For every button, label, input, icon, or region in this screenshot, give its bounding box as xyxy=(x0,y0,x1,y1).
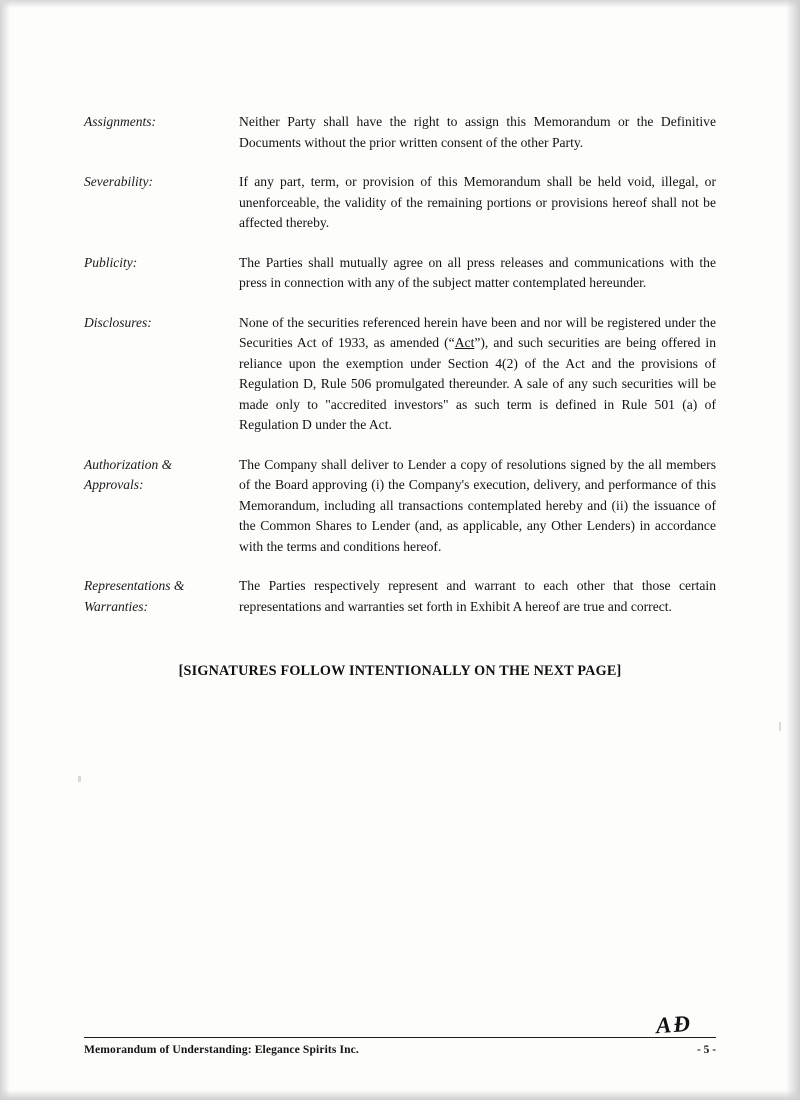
clause-term-label xyxy=(84,455,239,558)
footer-divider xyxy=(84,1037,716,1038)
signatures-follow-note: [SIGNATURES FOLLOW INTENTIONALLY ON THE NEXT PAGE] xyxy=(178,663,622,679)
clause-publicity xyxy=(84,253,716,294)
clause-text: The Parties shall mutually agree on all press releases and communications with the press in connection with any of the subject matter contemplated hereunder. xyxy=(239,254,716,290)
clause-authorization-approvals xyxy=(84,455,716,558)
page-edge-shadow-left xyxy=(0,0,10,1100)
clause-term-line1: Representations & xyxy=(84,578,185,593)
clause-term-label: Assignments: xyxy=(84,114,156,129)
clause-text: The Company shall deliver to Lender a copy of resolutions signed by the all members of the Board approving (i) the Company's execution, delivery, and performance of this Memorandum, including all transactions contemplated hereby and (ii) the issuance of the Common Shares to Lender (and, as applicable, any Other Lenders) in accordance with the terms and conditions hereof. xyxy=(239,456,716,554)
page-footer xyxy=(84,1037,716,1056)
clause-term-line1: Authorization & xyxy=(84,456,173,472)
page-edge-shadow-top xyxy=(0,0,800,8)
clause-term-label xyxy=(84,576,239,617)
page-edge-shadow-bottom xyxy=(0,1090,800,1100)
page-edge-shadow-right xyxy=(786,0,800,1100)
clause-term-line2: Warranties: xyxy=(84,598,149,614)
clause-term-label: Publicity: xyxy=(84,254,138,270)
clause-text: If any part, term, or provision of this Memorandum shall be held void, illegal, or unenforceable, the validity of the remaining portions or provisions hereof shall not be affected thereby. xyxy=(239,174,716,230)
footer-page-number: - 5 - xyxy=(697,1044,716,1056)
clause-disclosures xyxy=(84,313,716,436)
clause-representations-warranties xyxy=(84,576,716,617)
clause-text-pre: None of the securities referenced herein have been and nor will be registered under the Securities Act of 1933, as amended (“ xyxy=(239,314,716,350)
clause-text xyxy=(239,313,716,436)
clause-text-post: ”), and such securities are being offered in reliance upon the exemption under Section 4(2) of the Act and the provisions of Regulation D, Rule 506 promulgated thereunder. A sale of any such securities will be made only to "accredited investors" as such term is defined in Rule 501 (a) of Regulation D under the Act. xyxy=(239,335,716,432)
defined-term-act: Act xyxy=(454,335,475,350)
footer-document-title: Memorandum of Understanding: Elegance Spirits Inc. xyxy=(84,1043,359,1056)
clause-term-label: Disclosures: xyxy=(84,314,152,330)
clause-severability xyxy=(84,172,716,234)
scan-artifact xyxy=(78,776,81,782)
handwritten-initials: AÐ xyxy=(655,1010,693,1039)
clause-term-label: Severability: xyxy=(84,174,153,189)
footer-row xyxy=(84,1043,716,1056)
clause-text: Neither Party shall have the right to assign this Memorandum or the Definitive Documents without the prior written consent of the other Party. xyxy=(239,114,716,150)
scan-artifact xyxy=(779,722,781,731)
document-body xyxy=(84,112,716,680)
clause-text: The Parties respectively represent and warrant to each other that those certain representations and warranties set forth in Exhibit A hereof are true and correct. xyxy=(239,578,716,614)
clause-term-line2: Approvals: xyxy=(84,477,144,492)
clause-assignments xyxy=(84,112,716,153)
